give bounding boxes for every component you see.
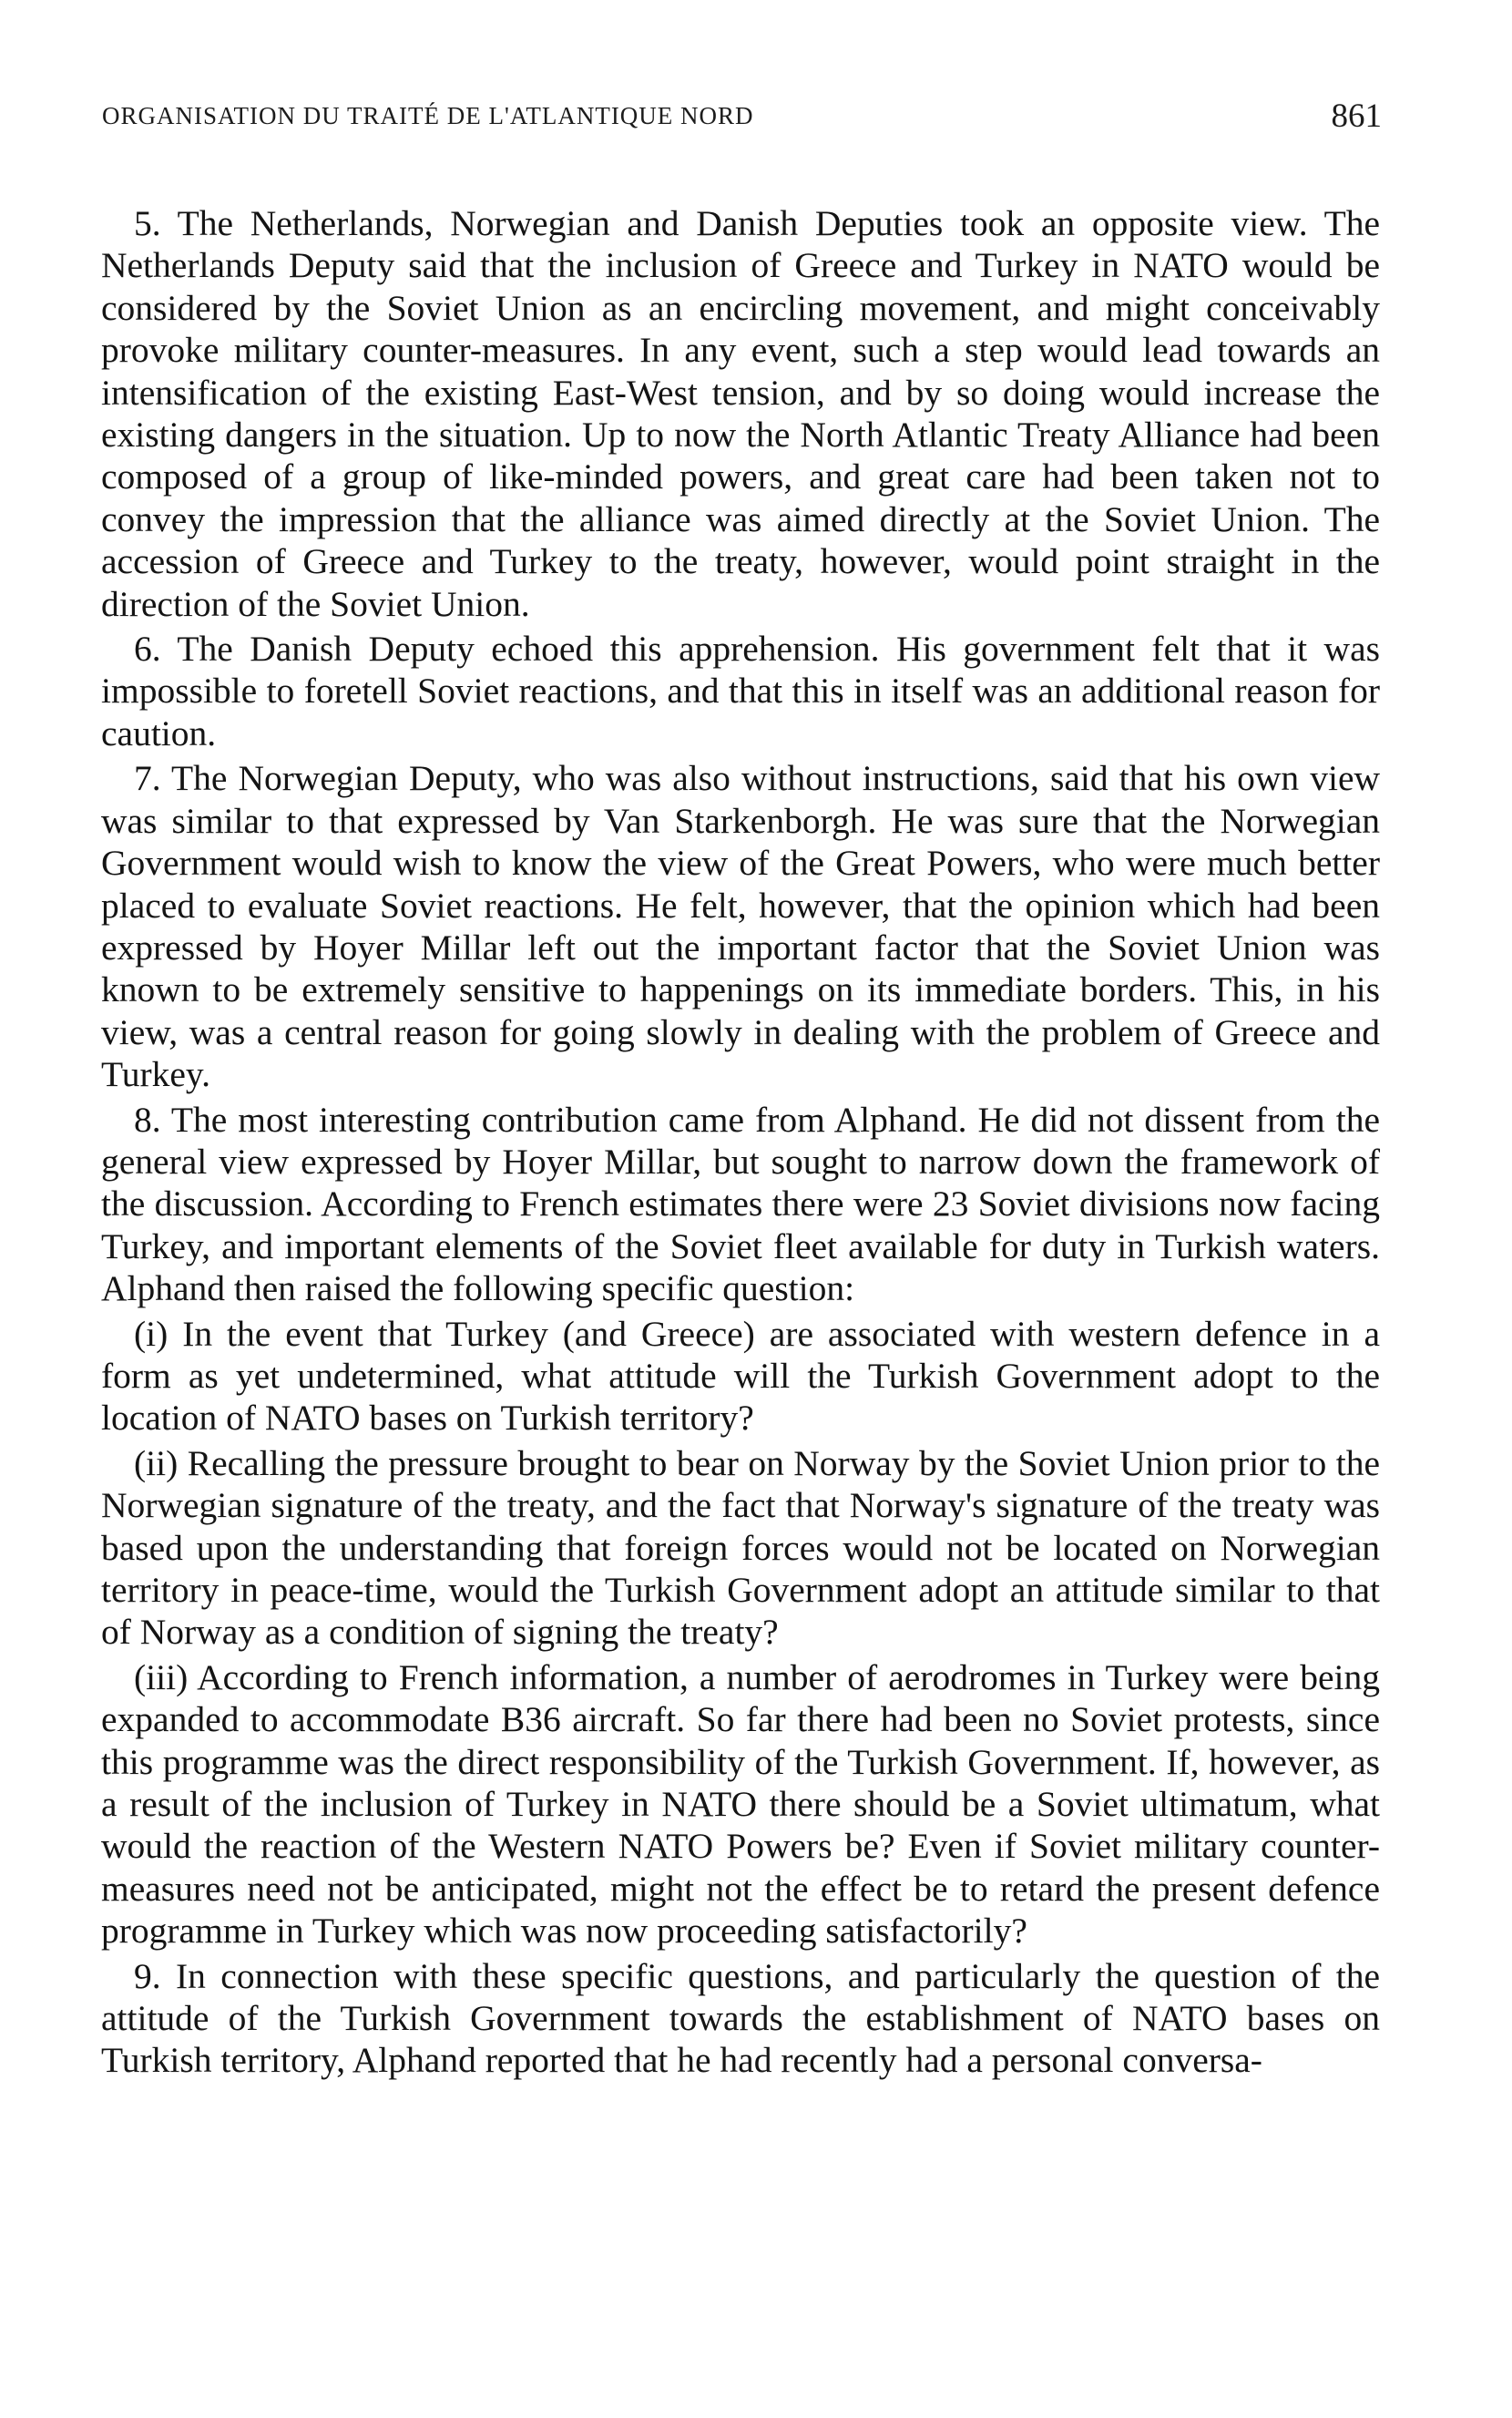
question-i: (i) In the event that Turkey (and Greece) are associated with western defence in a form as yet undetermined, what attitude will the Turkish Government adopt to the location of NATO bases on Turkish territory? <box>101 1313 1380 1439</box>
paragraph-6: 6. The Danish Deputy echoed this apprehension. His government felt that it was impossible to foretell Soviet reactions, and that this in itself was an additional reason for caution. <box>101 629 1380 753</box>
running-head: ORGANISATION DU TRAITÉ DE L'ATLANTIQUE NORD <box>102 102 754 129</box>
paragraph-7: 7. The Norwegian Deputy, who was also without instructions, said that his own view was similar to that expressed by Van Starkenborgh. He was sure that the Norwegian Government would wish to know the view of the Great Powers, who were much better placed to evaluate Soviet reactions. He felt, however, that the opinion which had been expressed by Hoyer Millar left out the important factor that the Soviet Union was known to be extremely sensitive to happenings on its immediate borders. This, in his view, was a central reason for going slowly in dealing with the problem of Greece and Turkey. <box>101 758 1380 1095</box>
page-number: 861 <box>1331 97 1382 135</box>
paragraph-5: 5. The Netherlands, Norwegian and Danish Deputies took an opposite view. The Netherlands Deputy said that the inclusion of Greece and Turkey in NATO would be considered by the Soviet Union as an encircling movement, and might conceivably provoke military counter-measures. In any event, such a step would lead towards an intensification of the existing East-West tension, and by so doing would increase the existing dangers in the situation. Up to now the North Atlantic Treaty Alliance had been composed of a group of like-minded powers, and great care had been taken not to convey the impression that the alliance was aimed directly at the Soviet Union. The accession of Greece and Turkey to the treaty, however, would point straight in the direction of the Soviet Union. <box>101 203 1380 624</box>
body-text <box>101 202 1380 2085</box>
question-ii: (ii) Recalling the pressure brought to bear on Norway by the Soviet Union prior to the Norwegian signature of the treaty, and the fact that Norway's signature of the treaty was based upon the understanding that foreign forces would not be located on Norwegian territory in peace-time, would the Turkish Government adopt an attitude similar to that of Norway as a condition of signing the treaty? <box>101 1442 1380 1653</box>
question-iii: (iii) According to French information, a number of aerodromes in Turkey were being expanded to accommodate B36 aircraft. So far there had been no Soviet protests, since this programme was the direct responsibility of the Turkish Government. If, however, as a result of the inclusion of Turkey in NATO there should be a Soviet ultimatum, what would the reaction of the Western NATO Powers be? Even if Soviet military counter-measures need not be anticipated, might not the effect be to retard the present defence programme in Turkey which was now proceeding satisfactorily? <box>101 1656 1380 1952</box>
paragraph-8: 8. The most interesting contribution came from Alphand. He did not dissent from the general view expressed by Hoyer Millar, but sought to narrow down the framework of the discussion. According to French estimates there were 23 Soviet divisions now facing Turkey, and important elements of the Soviet fleet available for duty in Turkish waters. Alphand then raised the following specific question: <box>101 1099 1380 1309</box>
paragraph-9: 9. In connection with these specific questions, and particularly the question of the attitude of the Turkish Government towards the establishment of NATO bases on Turkish territory, Alphand reported that he had recently had a personal conversa- <box>101 1955 1380 2081</box>
